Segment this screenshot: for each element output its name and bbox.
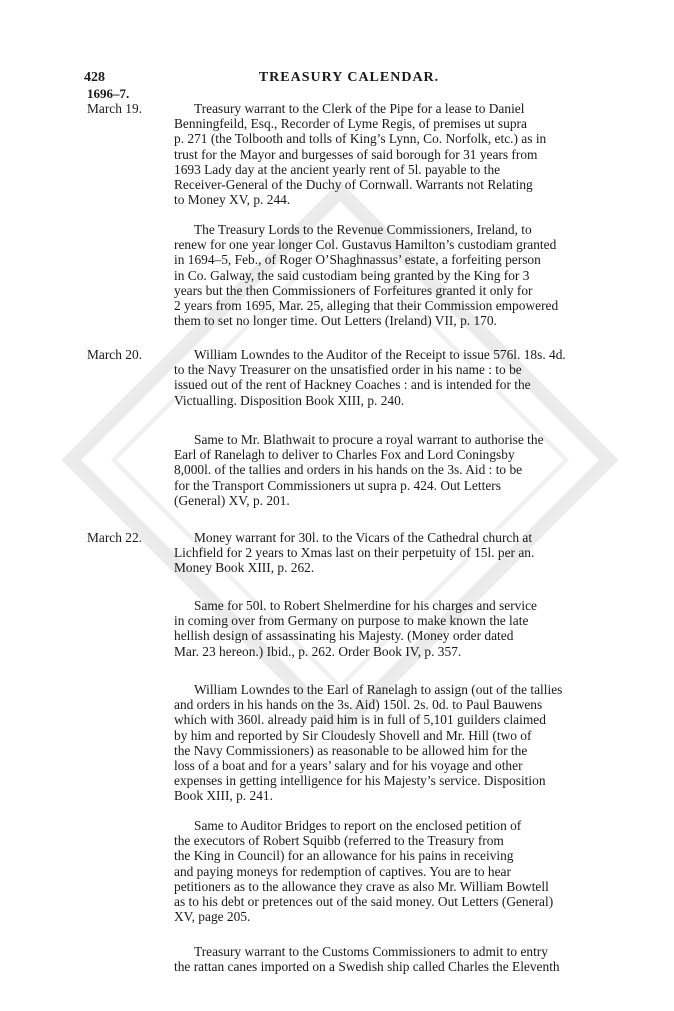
entry-text: Same to Mr. Blathwait to procure a royal warrant to authorise the Earl of Ranelagh to deliver to Charles Fox and Lord Coningsby 8,000l. of the tallies and orders in his hands on the 3s. Aid : to be for the Transport Commissioners ut supra p. 424. Out Letters (General) XV, p. 201. xyxy=(174,432,544,508)
calendar-entry xyxy=(87,598,617,659)
calendar-entry xyxy=(87,682,617,804)
entry-text: Treasury warrant to the Clerk of the Pipe for a lease to Daniel Benningfeild, Esq., Recorder of Lyme Regis, of premises ut supra p. 271 (the Tolbooth and tolls of King’s Lynn, Co. Norfolk, etc.) as in trust for the Mayor and burgesses of said borough for 31 years from 1693 Lady day at the ancient yearly rent of 5l. payable to the Receiver-General of the Duchy of Cornwall. Warrants not Relating to Money XV, p. 244. xyxy=(174,101,547,208)
entry-date: March 22. xyxy=(87,530,143,545)
entry-text: The Treasury Lords to the Revenue Commissioners, Ireland, to renew for one year longer Col. Gustavus Hamilton’s custodiam granted in 1694–5, Feb., of Roger O’Shaghnassus’ estate, a forfeiting person in Co. Galway, the said custodiam being granted by the King for 3 years but the then Commissioners of Forfeitures granted it only for 2 years from 1695, Mar. 25, alleging that their Commission empowered them to set no longer time. Out Letters (Ireland) VII, p. 170. xyxy=(174,222,559,329)
year-heading: 1696–7. xyxy=(87,86,130,101)
calendar-entry xyxy=(87,432,617,508)
calendar-entry xyxy=(87,222,617,328)
entry-text: Same to Auditor Bridges to report on the enclosed petition of the executors of Robert Squibb (referred to the Treasury from the King in Council) for an allowance for his pains in receiving and paying moneys for redemption of captives. You are to hear petitioners as to the allowance they crave as also Mr. William Bowtell as to his debt or pretences out of the said money. Out Letters (General) XV, page 205. xyxy=(174,818,554,925)
entry-text: Same for 50l. to Robert Shelmerdine for his charges and service in coming over from Germany on purpose to make known the late hellish design of assassinating his Majesty. (Money order dated Mar. 23 hereon.) Ibid., p. 262. Order Book IV, p. 357. xyxy=(174,598,537,659)
entry-text: William Lowndes to the Auditor of the Receipt to issue 576l. 18s. 4d. to the Navy Treasurer on the unsatisfied order in his name : to be issued out of the rent of Hackney Coaches : and is intended for the Victualling. Disposition Book XIII, p. 240. xyxy=(174,347,566,408)
entry-date: March 19. xyxy=(87,101,143,116)
calendar-entry xyxy=(87,944,617,974)
calendar-entry xyxy=(87,347,617,408)
entry-date: March 20. xyxy=(87,347,143,362)
page-number: 428 xyxy=(84,70,105,85)
calendar-entry xyxy=(87,818,617,924)
entry-text: Money warrant for 30l. to the Vicars of the Cathedral church at Lichfield for 2 years to Xmas last on their perpetuity of 15l. per an. Money Book XIII, p. 262. xyxy=(174,530,535,576)
calendar-entry xyxy=(87,530,617,576)
entry-text: Treasury warrant to the Customs Commissioners to admit to entry the rattan canes imported on a Swedish ship called Charles the Eleventh xyxy=(174,944,560,975)
page-header xyxy=(84,70,614,90)
entry-text: William Lowndes to the Earl of Ranelagh to assign (out of the tallies and orders in his hands on the 3s. Aid) 150l. 2s. 0d. to Paul Bauwens which with 360l. already paid him is in full of 5,101 guilders claimed by him and reported by Sir Cloudesly Shovell and Mr. Hill (two of the Navy Commissioners) as reasonable to be allowed him for the loss of a boat and for a years’ salary and for his voyage and other expenses in getting intelligence for his Majesty’s service. Disposition Book XIII, p. 241. xyxy=(174,682,563,804)
calendar-entry xyxy=(87,101,617,207)
running-title: TREASURY CALENDAR. xyxy=(258,70,440,85)
